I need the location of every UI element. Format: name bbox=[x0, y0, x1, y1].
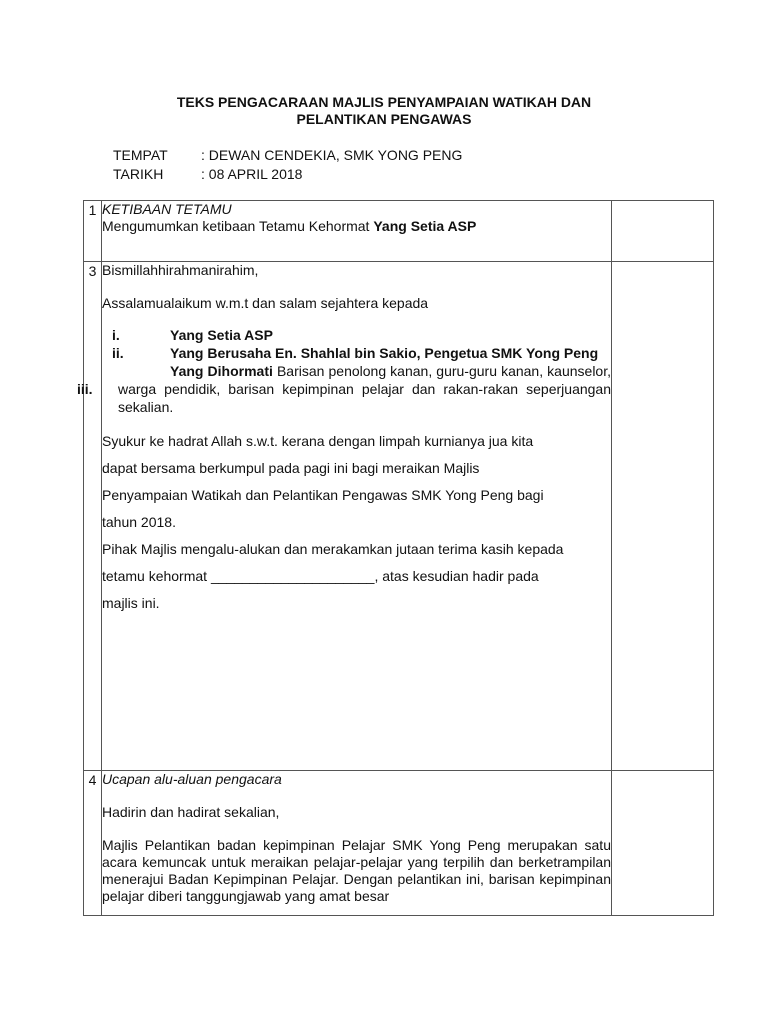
list-numeral: i. bbox=[112, 327, 120, 343]
announcement-prefix: Mengumumkan ketibaan Tetamu Kehormat bbox=[102, 218, 374, 234]
row-number: 4 bbox=[84, 771, 102, 916]
paragraph-line: tahun 2018. bbox=[102, 514, 176, 530]
event-details bbox=[113, 146, 462, 184]
row-number: 3 bbox=[84, 262, 102, 771]
paragraph-line: Penyampaian Watikah dan Pelantikan Pengawas SMK Yong Peng bagi bbox=[102, 487, 544, 503]
notes-cell bbox=[612, 771, 714, 916]
gratitude-paragraph bbox=[102, 428, 611, 617]
venue-value: : DEWAN CENDEKIA, SMK YONG PENG bbox=[201, 147, 463, 163]
greeting-text: Yang Setia ASP bbox=[170, 327, 273, 343]
program-table bbox=[77, 200, 714, 916]
date-row bbox=[113, 165, 462, 184]
venue-label: TEMPAT bbox=[113, 147, 168, 163]
greeting-text: Yang Berusaha En. Shahlal bin Sakio, Pengetua SMK Yong Peng bbox=[170, 345, 599, 361]
notes-cell bbox=[612, 262, 714, 771]
row-content bbox=[102, 771, 612, 916]
date-value: : 08 APRIL 2018 bbox=[201, 166, 303, 182]
venue-row bbox=[113, 146, 462, 165]
document-title bbox=[0, 94, 768, 128]
table-row bbox=[84, 771, 714, 916]
row-number: 1 bbox=[84, 201, 102, 262]
greeting-line: Hadirin dan hadirat sekalian, bbox=[102, 804, 280, 820]
opening-line: Bismillahhirahmanirahim, bbox=[102, 262, 259, 278]
date-label: TARIKH bbox=[113, 166, 164, 182]
paragraph-line: dapat bersama berkumpul pada pagi ini bagi meraikan Majlis bbox=[102, 460, 480, 476]
row-content bbox=[102, 201, 612, 262]
greeting-list bbox=[77, 326, 611, 416]
list-item bbox=[102, 344, 611, 362]
list-numeral: iii. bbox=[77, 381, 93, 397]
table-row bbox=[84, 201, 714, 262]
list-item bbox=[102, 326, 611, 344]
paragraph-line: tetamu kehormat _____________________, atas kesudian hadir pada bbox=[102, 568, 539, 584]
table-row bbox=[84, 262, 714, 771]
greeting-text: Barisan penolong kanan, guru-guru kanan, kaunselor, warga pendidik, barisan kepimpinan pelajar dan rakan-rakan seperjuangan sekalian. bbox=[118, 363, 611, 415]
announcement-text bbox=[102, 218, 611, 235]
notes-cell bbox=[612, 201, 714, 262]
greeting-bold: Yang Dihormati bbox=[170, 363, 273, 379]
row-content bbox=[77, 262, 612, 771]
guest-title: Yang Setia ASP bbox=[373, 218, 477, 234]
title-line-2: PELANTIKAN PENGAWAS bbox=[296, 111, 472, 127]
list-numeral: ii. bbox=[112, 345, 124, 361]
title-line-1: TEKS PENGACARAAN MAJLIS PENYAMPAIAN WATIKAH DAN bbox=[176, 94, 592, 110]
section-heading: Ucapan alu-aluan pengacara bbox=[102, 771, 282, 787]
salutation-line: Assalamualaikum w.m.t dan salam sejahtera kepada bbox=[102, 295, 429, 311]
section-heading: KETIBAAN TETAMU bbox=[102, 201, 232, 217]
paragraph-line: Syukur ke hadrat Allah s.w.t. kerana dengan limpah kurnianya jua kita bbox=[102, 433, 534, 449]
welcome-paragraph: Majlis Pelantikan badan kepimpinan Pelajar SMK Yong Peng merupakan satu acara kemuncak untuk meraikan pelajar-pelajar yang terpilih dan berketrampilan menerajui Badan Kepimpinan Pelajar. Dengan pelantikan ini, barisan kepimpinan pelajar diberi tanggungjawab yang amat besar bbox=[102, 837, 611, 904]
paragraph-line: Pihak Majlis mengalu-alukan dan merakamkan jutaan terima kasih kepada bbox=[102, 541, 564, 557]
paragraph-line: majlis ini. bbox=[102, 595, 160, 611]
list-item bbox=[118, 362, 611, 416]
